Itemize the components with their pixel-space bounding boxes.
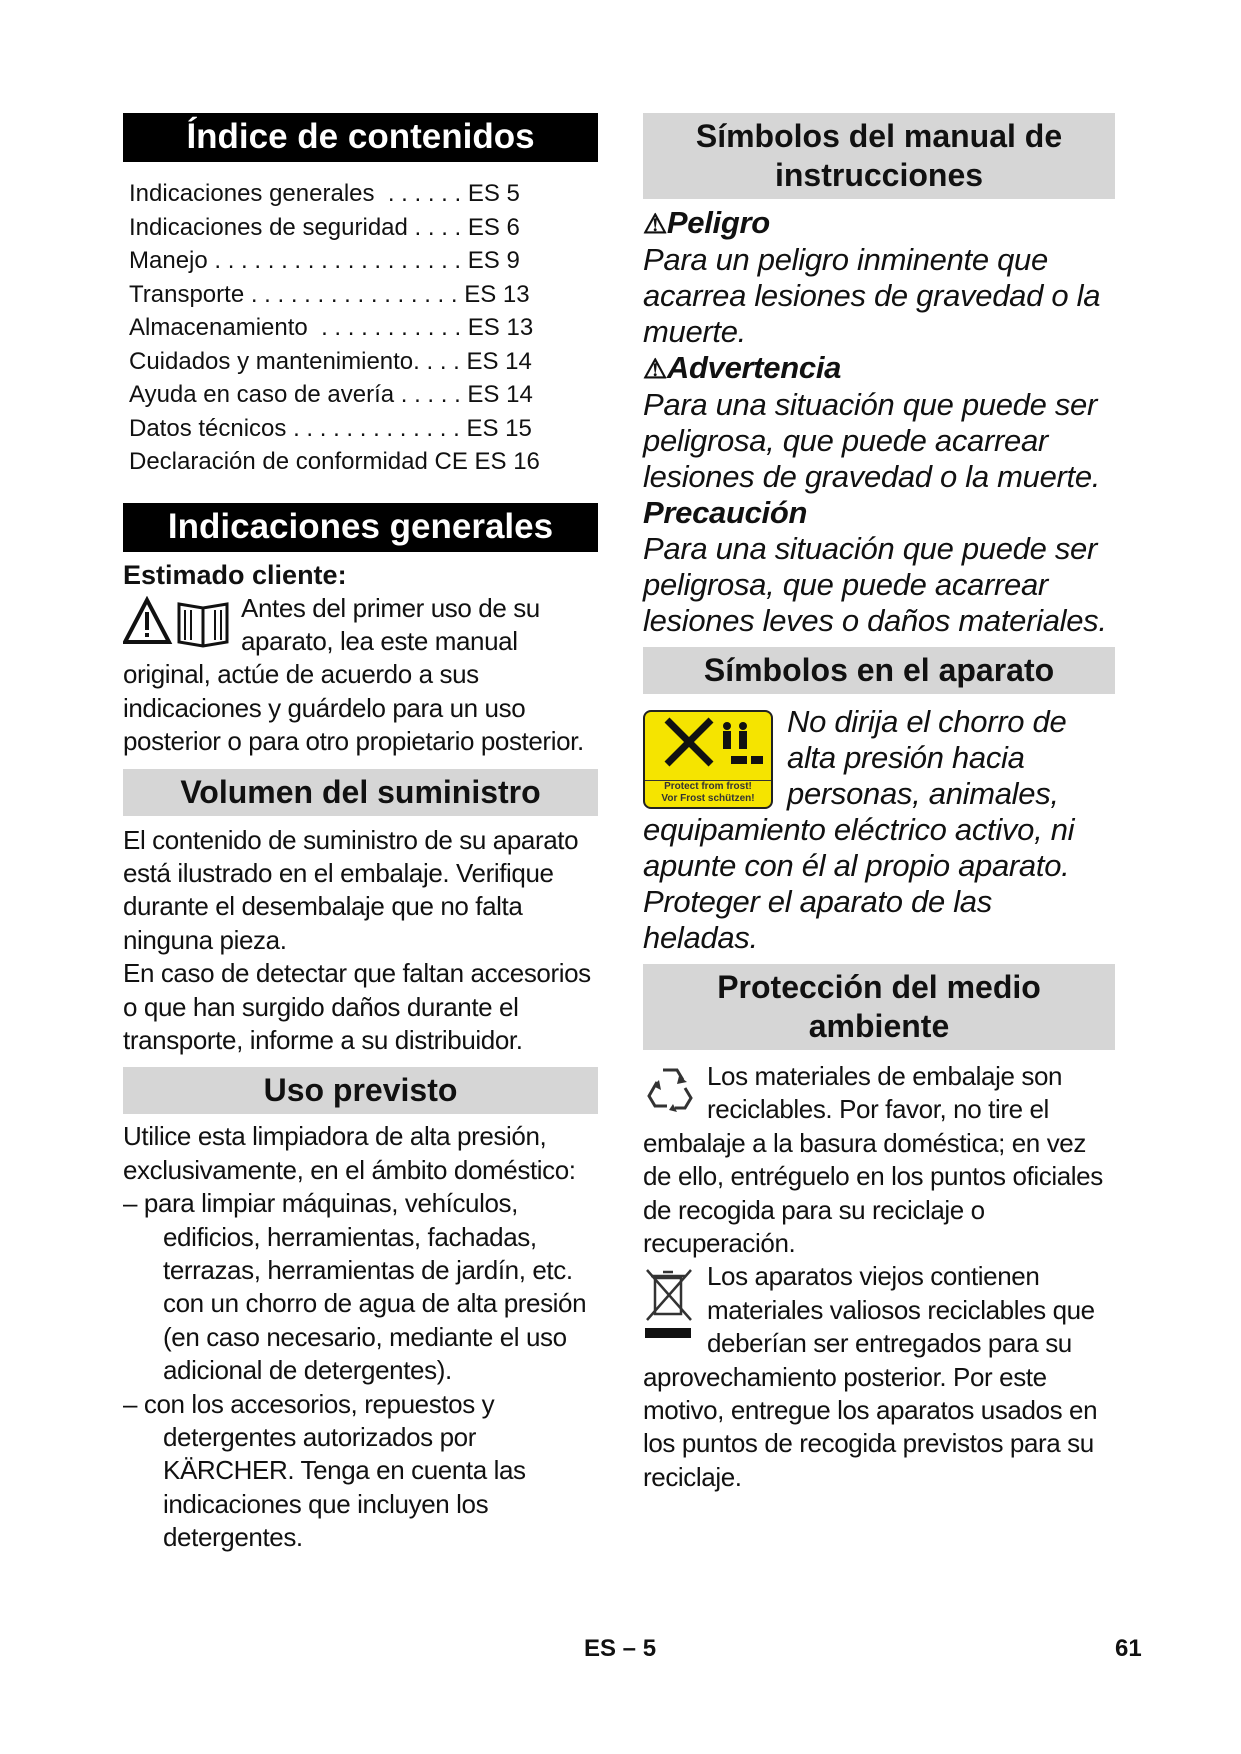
device-text: No dirija el chorro de alta presión hacia personas, animales, equipamiento eléctrico activo, ni apunte con él al propio aparato. Proteger el aparato de las heladas.	[643, 704, 1075, 955]
left-column	[123, 113, 598, 1555]
supply-text-2: En caso de detectar que faltan accesorios o que han surgido daños durante el transporte, informe a su distribuidor.	[123, 958, 591, 1055]
toc-heading: Índice de contenidos	[123, 113, 598, 162]
toc-item[interactable]: Indicaciones de seguridad . . . . ES 6	[129, 213, 520, 241]
environment-text-2: Los aparatos viejos contienen materiales valiosos reciclables que deberían ser entregados para su aprovechamiento posterior. Por este motivo, entregue los aparatos usados en los puntos de recogida previstos para su reciclaje.	[643, 1261, 1098, 1492]
supply-heading: Volumen del suministro	[123, 769, 598, 816]
toc-item[interactable]: Indicaciones generales . . . . . . ES 5	[129, 180, 520, 207]
toc-item[interactable]: Manejo . . . . . . . . . . . . . . . . . . . ES 9	[129, 247, 520, 274]
device-section	[643, 647, 1115, 956]
toc-item[interactable]: Datos técnicos . . . . . . . . . . . . . ES 15	[129, 414, 532, 442]
warning-manual-icon	[123, 596, 231, 648]
toc-item[interactable]: Almacenamiento . . . . . . . . . . . ES 13	[129, 314, 534, 341]
danger-label-row	[643, 205, 1115, 242]
use-section	[123, 1067, 598, 1554]
general-heading: Indicaciones generales	[123, 503, 598, 552]
supply-text-1: El contenido de suministro de su aparato está ilustrado en el embalaje. Verifique durante el desembalaje que no falta ninguna pieza.	[123, 824, 579, 955]
use-item: – para limpiar máquinas, vehículos, edificios, herramientas, fachadas, terrazas, herramientas de jardín, etc. con un chorro de agua de alta presión (en caso necesario, mediante el uso adicional de detergentes).	[123, 1188, 587, 1386]
supply-section	[123, 769, 598, 1058]
use-item: – con los accesorios, repuestos y detergentes autorizados por KÄRCHER. Tenga en cuenta las indicaciones que incluyen los detergentes.	[123, 1388, 526, 1553]
frost-warning-sign	[643, 710, 773, 809]
environment-section	[643, 964, 1115, 1494]
caution-text: Para una situación que puede ser peligrosa, que puede acarrear lesiones leves o daños materiales.	[643, 531, 1107, 638]
environment-heading: Protección del medio ambiente	[643, 964, 1115, 1050]
use-heading: Uso previsto	[123, 1067, 598, 1114]
general-section	[123, 503, 598, 759]
warning-text: Para una situación que puede ser peligrosa, que puede acarrear lesiones de gravedad o la muerte.	[643, 387, 1101, 494]
toc-item[interactable]: Transporte . . . . . . . . . . . . . . . . ES 13	[129, 280, 530, 308]
warning-triangle-icon: ⚠	[643, 354, 667, 384]
warning-label: Advertencia	[666, 350, 842, 385]
toc-list	[123, 177, 598, 479]
use-intro: Utilice esta limpiadora de alta presión, exclusivamente, en el ámbito doméstico:	[123, 1121, 576, 1185]
danger-text: Para un peligro inminente que acarrea lesiones de gravedad o la muerte.	[643, 242, 1101, 349]
danger-label: Peligro	[666, 205, 770, 240]
page-number: 61	[1115, 1635, 1142, 1662]
general-text: Antes del primer uso de su aparato, lea este manual original, actúe de acuerdo a sus indicaciones y guárdelo para un uso posterior o para otro propietario posterior.	[123, 592, 584, 757]
no-spray-icon	[645, 712, 771, 776]
warning-label-row	[643, 350, 1115, 387]
symbols-section	[643, 113, 1115, 639]
toc-item[interactable]: Declaración de conformidad CE ES 16	[129, 448, 540, 475]
sign-text-de: Vor Frost schützen!	[661, 793, 755, 804]
symbols-heading: Símbolos del manual de instrucciones	[643, 113, 1115, 199]
environment-text-1: Los materiales de embalaje son reciclables. Por favor, no tire el embalaje a la basura doméstica; en vez de ello, entréguelo en los puntos oficiales de recogida para su reciclaje o recuperación.	[643, 1061, 1103, 1259]
general-subtitle: Estimado cliente:	[123, 559, 347, 590]
caution-label: Precaución	[643, 495, 808, 530]
sign-text-en: Protect from frost!	[664, 781, 752, 792]
device-heading: Símbolos en el aparato	[643, 647, 1115, 694]
toc-section	[123, 113, 598, 479]
footer-section-label: ES – 5	[584, 1635, 657, 1662]
crossed-bin-icon	[643, 1264, 697, 1342]
recycle-icon	[643, 1064, 697, 1114]
right-column	[643, 113, 1115, 1494]
toc-item[interactable]: Ayuda en caso de avería . . . . . ES 14	[129, 381, 533, 408]
warning-triangle-icon: ⚠	[643, 209, 667, 239]
toc-item[interactable]: Cuidados y mantenimiento. . . . ES 14	[129, 347, 532, 375]
